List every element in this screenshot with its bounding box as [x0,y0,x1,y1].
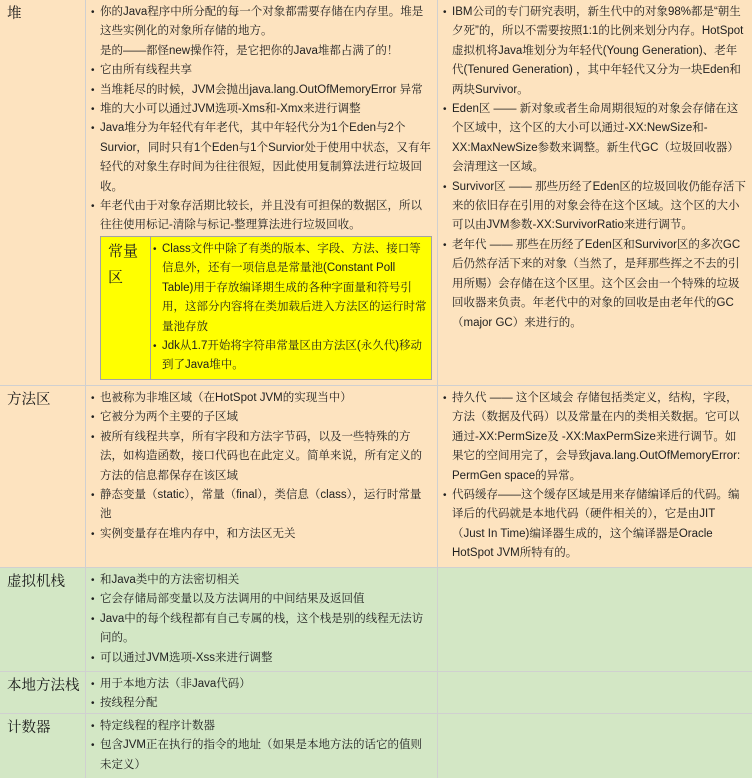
heap-details [438,0,752,386]
vm-stack-label: 虚拟机栈 [0,568,86,672]
vm-stack-note-item: • 和Java类中的方法密切相关 [91,571,432,590]
native-stack-label: 本地方法栈 [0,672,86,714]
method-area-details [438,386,752,568]
heap-note-item: • 年老代由于对象存活期比较长，并且没有可担保的数据区，所以往往使用标记-清除与标记-整理算法进行垃圾回收。 [91,197,432,236]
counter-notes [86,714,438,778]
heap-detail-item: • Survivor区 —— 那些历经了Eden区的垃圾回收仍能存活下来的依旧存在引用的对象会待在这个区域。这个区的大小可以由JVM参数-XX:SurvivorRatio来进行调节。 [443,178,747,236]
constant-pool-list [153,240,428,376]
counter-label: 计数器 [0,714,86,778]
heap-note-item: • 当堆耗尽的时候，JVM会抛出java.lang.OutOfMemoryError 异常 [91,81,432,100]
constant-pool-item: • Class文件中除了有类的版本、字段、方法、接口等信息外，还有一项信息是常量池(Constant Poll Table)用于存放编译期生成的各种字面量和符号引用，这部分内容将在类加载后进入方法区的运行时常量池存放 [153,240,428,337]
method-area-detail-item: • 持久代 —— 这个区域会 存储包括类定义，结构，字段，方法（数据及代码）以及常量在内的类相关数据。它可以通过-XX:PermSize及 -XX:MaxPermSize来进行调节。如果它的空间用完了，会导致java.lang.OutOfMemoryError: PermGen space的异常。 [443,389,747,486]
heap-note-item: • 堆的大小可以通过JVM选项-Xms和-Xmx来进行调整 [91,100,432,119]
heap-notes [86,0,438,386]
vm-stack-note-item: • Java中的每个线程都有自己专属的栈，这个栈是别的线程无法访问的。 [91,610,432,649]
constant-pool-label: 常量区 [101,237,151,379]
counter-note-item: • 特定线程的程序计数器 [91,717,432,736]
method-area-note-item: • 静态变量（static），常量（final），类信息（class），运行时常量池 [91,486,432,525]
native-stack-note-item: • 按线程分配 [91,694,432,713]
method-area-notes-list [91,389,432,544]
native-stack-notes-list [91,675,432,714]
native-stack-notes [86,672,438,714]
native-stack-details [438,672,752,714]
method-area-details-list [443,389,747,564]
heap-details-list [443,3,747,333]
vm-stack-notes [86,568,438,672]
constant-pool-box [100,236,432,380]
counter-details [438,714,752,778]
method-area-detail-item: • 代码缓存——这个缓存区域是用来存储编译后的代码。编译后的代码就是本地代码（硬件相关的），它是由JIT（Just In Time)编译器生成的，这个编译器是Oracle HotSpot JVM所特有的。 [443,486,747,564]
method-area-note-item: • 被所有线程共享，所有字段和方法字节码，以及一些特殊的方法，如构造函数，接口代码也在此定义。简单来说，所有定义的方法的信息都保存在该区域 [91,428,432,486]
vm-stack-notes-list [91,571,432,668]
method-area-note-item: • 实例变量存在堆内存中，和方法区无关 [91,525,432,544]
method-area-notes [86,386,438,568]
vm-stack-note-item: • 可以通过JVM选项-Xss来进行调整 [91,649,432,668]
constant-pool-notes [151,237,431,379]
counter-notes-list [91,717,432,775]
heap-note-item: • 它由所有线程共享 [91,61,432,80]
heap-detail-item: • 老年代 —— 那些在历经了Eden区和Survivor区的多次GC后仍然存活下来的对象（当然了，是拜那些挥之不去的引用所赐）会存储在这个区里。这个区会由一个特殊的垃圾回收器来负责。年老代中的对象的回收是由老年代的GC（major GC）来进行的。 [443,236,747,333]
heap-notes-list [91,3,432,236]
heap-detail-item: • Eden区 —— 新对象或者生命周期很短的对象会存储在这个区域中，这个区的大小可以通过-XX:NewSize和-XX:MaxNewSize参数来调整。新生代GC（垃圾回收器）会清理这一区域。 [443,100,747,178]
vm-stack-details [438,568,752,672]
heap-note-item: • 你的Java程序中所分配的每一个对象都需要存储在内存里。堆是这些实例化的对象所存储的地方。 是的——都怪new操作符，是它把你的Java堆都占满了的！ [91,3,432,61]
counter-note-item: • 包含JVM正在执行的指令的地址（如果是本地方法的话它的值则未定义） [91,736,432,775]
heap-label: 堆 [0,0,86,386]
method-area-note-item: • 它被分为两个主要的子区域 [91,408,432,427]
vm-stack-note-item: • 它会存储局部变量以及方法调用的中间结果及返回值 [91,590,432,609]
heap-note-item: • Java堆分为年轻代有年老代，其中年轻代分为1个Eden与2个Survior，同时只有1个Eden与1个Survior处于使用中状态，又有年轻代的对象生存时间为往往很短，因此使用复制算法进行垃圾回收。 [91,119,432,197]
constant-pool-item: • Jdk从1.7开始将字符串常量区由方法区(永久代)移动到了Java堆中。 [153,337,428,376]
native-stack-note-item: • 用于本地方法（非Java代码） [91,675,432,694]
heap-detail-item: • IBM公司的专门研究表明，新生代中的对象98%都是“朝生夕死”的，所以不需要按照1:1的比例来划分内存。HotSpot虚拟机将Java堆划分为年轻代(Young Generation)、老年代(Tenured Generation) ，其中年轻代又分为一块Eden和两块Survivor。 [443,3,747,100]
method-area-note-item: • 也被称为非堆区域（在HotSpot JVM的实现当中） [91,389,432,408]
method-area-label: 方法区 [0,386,86,568]
